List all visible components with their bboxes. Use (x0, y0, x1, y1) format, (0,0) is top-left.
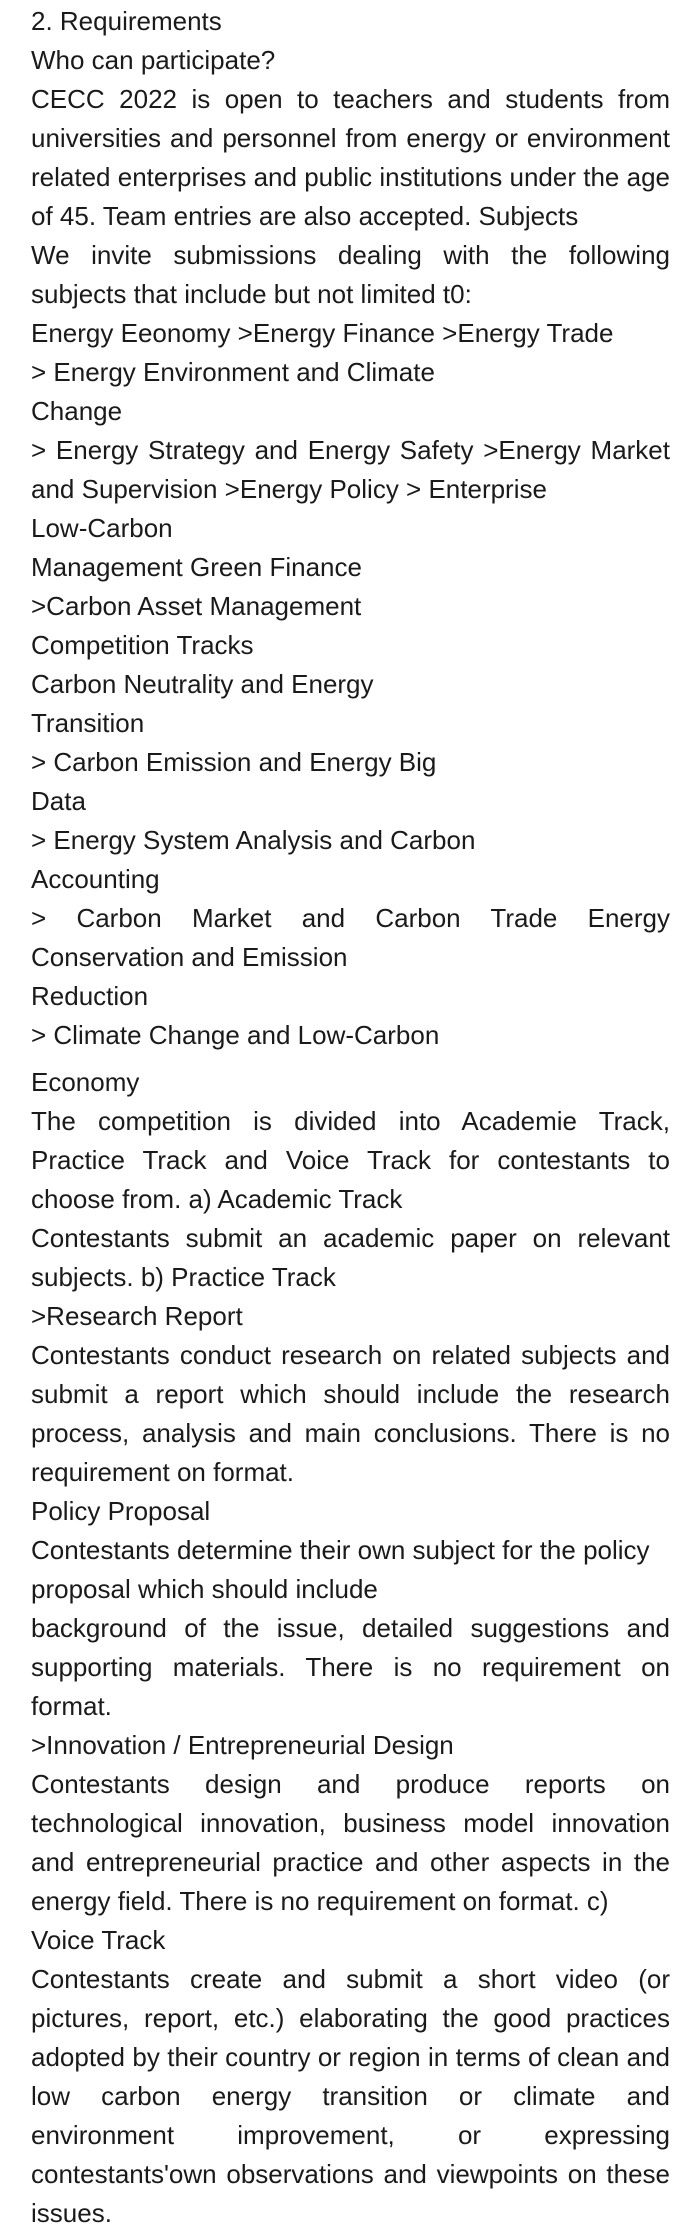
paragraph-academic-track: Contestants submit an academic paper on relevant subjects. b) Practice Track (31, 1223, 670, 1292)
subject-line: Reduction (31, 981, 149, 1011)
paragraph-subjects-intro: We invite submissions dealing with the following subjects that include but not limited t0: (31, 240, 670, 309)
subject-line: > Energy System Analysis and Carbon (31, 825, 476, 855)
subject-line: Economy (31, 1067, 140, 1097)
paragraph-voice-track: Contestants create and submit a short video (or pictures, report, etc.) elaborating the good practices adopted by their country or region in terms of clean and low carbon energy transition or climate and environment improvement, or expressing contestants'own observations and viewpoints on these issues. (31, 1964, 670, 2228)
subject-line: Energy Eeonomy >Energy Finance >Energy Trade (31, 318, 614, 348)
subheading-competition-tracks: Competition Tracks (31, 630, 254, 660)
subject-line: Low-Carbon (31, 513, 173, 543)
subject-line: Transition (31, 708, 145, 738)
subject-line: Accounting (31, 864, 160, 894)
paragraph-tracks-overview: The competition is divided into Academie Track, Practice Track and Voice Track for contestants to choose from. a) Academic Track (31, 1106, 670, 1214)
subject-line: > Climate Change and Low-Carbon (31, 1020, 440, 1050)
subject-line: >Carbon Asset Management (31, 591, 362, 621)
subheading-policy-proposal: Policy Proposal (31, 1496, 211, 1526)
paragraph-policy-proposal: Contestants determine their own subject for the policy proposal which should include (31, 1535, 650, 1604)
subheading-who-can-participate: Who can participate? (31, 45, 276, 75)
paragraph-policy-proposal-cont: background of the issue, detailed suggestions and supporting materials. There is no requirement on format. (31, 1613, 670, 1721)
subject-line: > Energy Strategy and Energy Safety >Energy Market and Supervision >Energy Policy > Enterprise (31, 435, 670, 504)
subject-line: > Carbon Market and Carbon Trade Energy (31, 903, 670, 933)
subheading-innovation-design: >Innovation / Entrepreneurial Design (31, 1730, 454, 1760)
paragraph-eligibility: CECC 2022 is open to teachers and students from universities and personnel from energy or environment related enterprises and public institutions under the age of 45. Team entries are also accepted. Subjects (31, 84, 670, 231)
subject-line: Conservation and Emission (31, 942, 348, 972)
subject-line: Data (31, 786, 86, 816)
paragraph-research-report: Contestants conduct research on related subjects and submit a report which should include the research process, analysis and main conclusions. There is no requirement on format. (31, 1340, 670, 1487)
subheading-voice-track: Voice Track (31, 1925, 166, 1955)
section-heading: 2. Requirements (31, 6, 222, 36)
subject-line: > Carbon Emission and Energy Big (31, 747, 437, 777)
paragraph-innovation-design: Contestants design and produce reports on technological innovation, business model innovation and entrepreneurial practice and other aspects in the energy field. There is no requirement on format. c) (31, 1769, 670, 1916)
subject-line: Change (31, 396, 123, 426)
subject-line: > Energy Environment and Climate (31, 357, 435, 387)
subject-line: Management Green Finance (31, 552, 362, 582)
subheading-research-report: >Research Report (31, 1301, 243, 1331)
subject-line: Carbon Neutrality and Energy (31, 669, 374, 699)
